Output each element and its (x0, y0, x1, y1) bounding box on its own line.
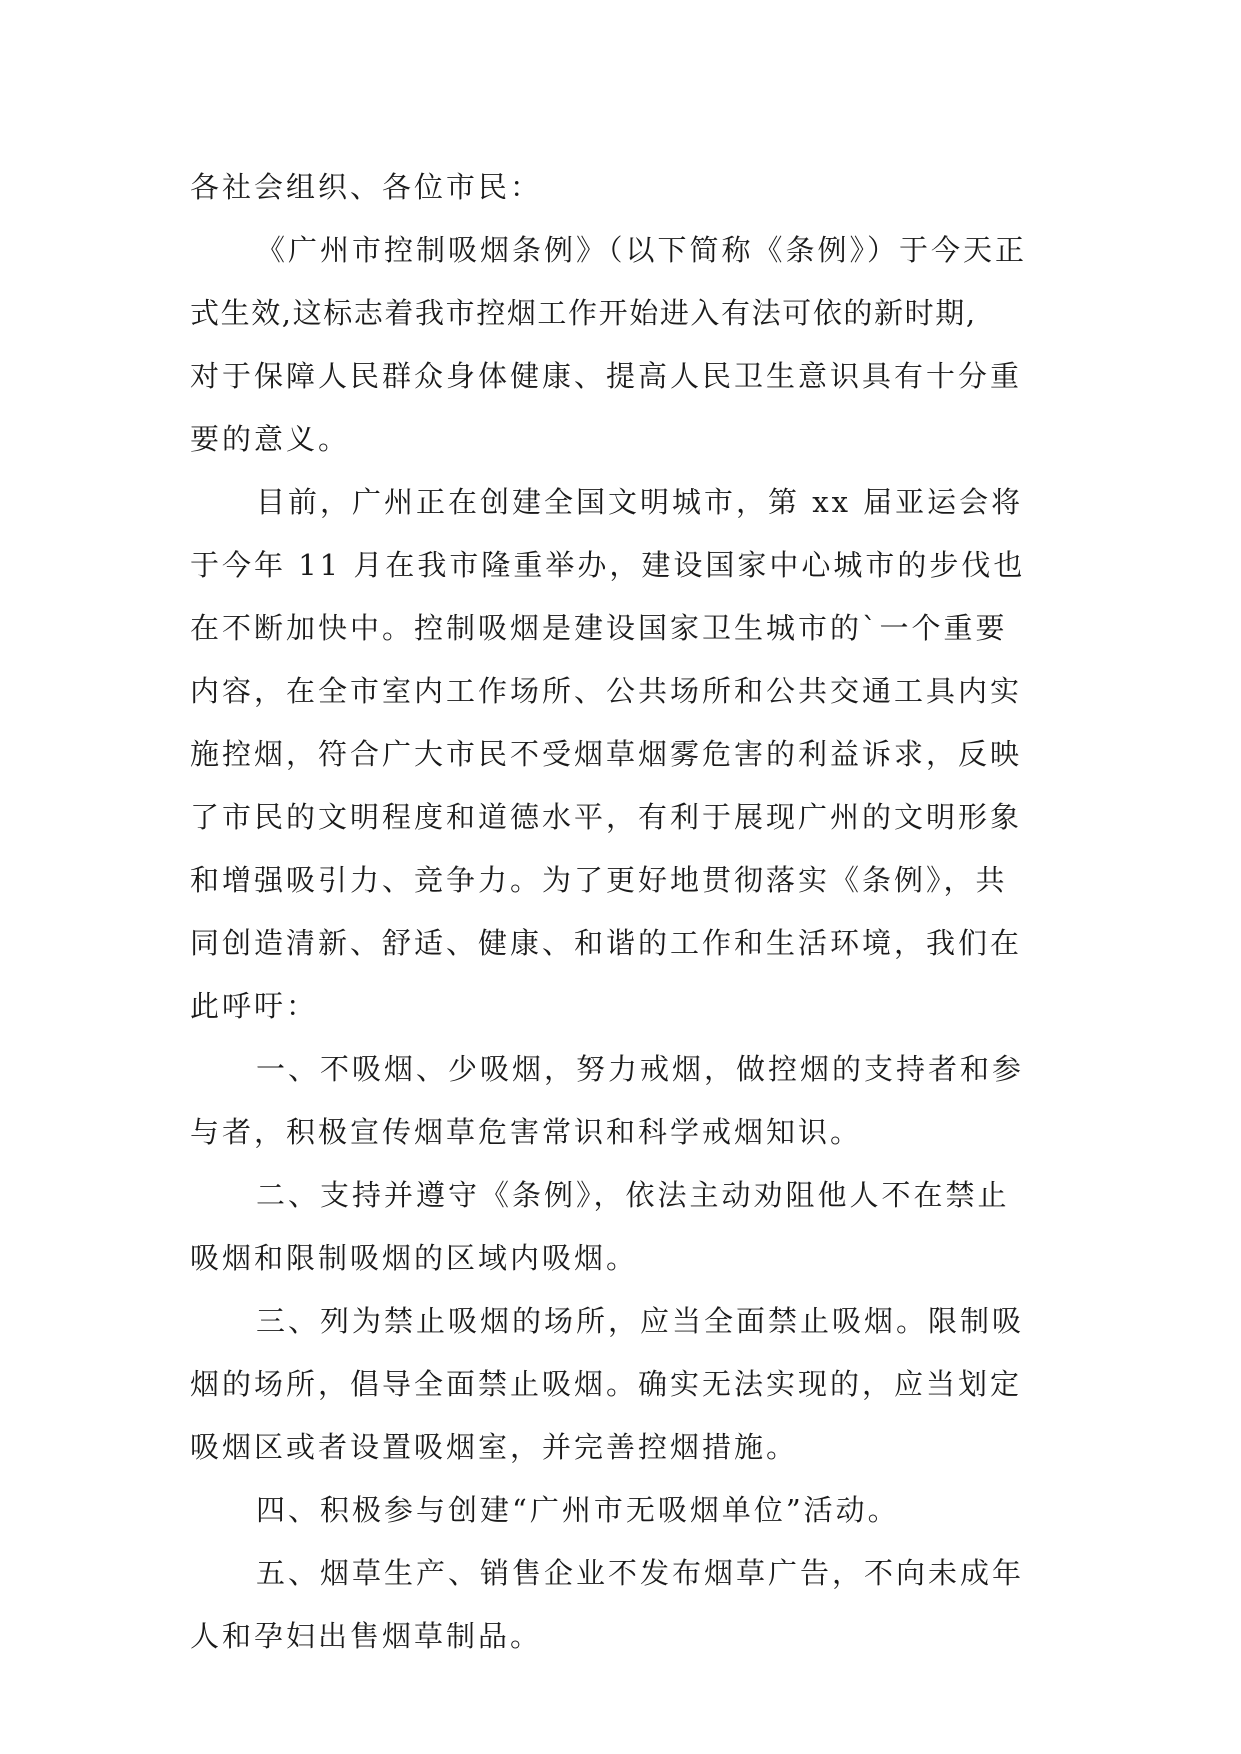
paragraph-2-line-5: 施控烟，符合广大市民不受烟草烟雾危害的利益诉求，反映 (190, 737, 1023, 771)
paragraph-1-line-4: 要的意义。 (190, 422, 351, 456)
paragraph-1-line-1: 《广州市控制吸烟条例》（以下简称《条例》）于今天正 (256, 233, 1028, 267)
item-4-line-1: 四、积极参与创建“广州市无吸烟单位”活动。 (256, 1493, 900, 1527)
paragraph-2-line-4: 内容，在全市室内工作场所、公共场所和公共交通工具内实 (190, 674, 1023, 708)
paragraph-2-line-7: 和增强吸引力、竞争力。为了更好地贯彻落实《条例》，共 (190, 863, 1008, 897)
paragraph-1-line-3: 对于保障人民群众身体健康、提高人民卫生意识具有十分重 (190, 359, 1023, 393)
document-body (190, 156, 1050, 1668)
item-5-line-2: 人和孕妇出售烟草制品。 (190, 1619, 543, 1653)
item-5-line-1: 五、烟草生产、销售企业不发布烟草广告，不向未成年 (256, 1556, 1025, 1590)
item-1-line-1: 一、不吸烟、少吸烟，努力戒烟，做控烟的支持者和参 (256, 1052, 1025, 1086)
item-1-line-2: 与者，积极宣传烟草危害常识和科学戒烟知识。 (190, 1115, 863, 1149)
paragraph-2-line-8: 同创造清新、舒适、健康、和谐的工作和生活环境，我们在 (190, 926, 1023, 960)
paragraph-1-line-2: 式生效,这标志着我市控烟工作开始进入有法可依的新时期, (190, 296, 977, 330)
paragraph-2-line-6: 了市民的文明程度和道德水平，有利于展现广州的文明形象 (190, 800, 1023, 834)
salutation: 各社会组织、各位市民： (190, 170, 543, 204)
paragraph-2-line-9: 此呼吁： (190, 989, 319, 1023)
paragraph-2-line-3: 在不断加快中。控制吸烟是建设国家卫生城市的`一个重要 (190, 611, 1008, 645)
item-3-line-3: 吸烟区或者设置吸烟室，并完善控烟措施。 (190, 1430, 799, 1464)
paragraph-2-line-2: 于今年 11 月在我市隆重举办，建设国家中心城市的步伐也 (190, 548, 1026, 582)
paragraph-2-line-1: 目前，广州正在创建全国文明城市，第 xx 届亚运会将 (256, 485, 1024, 519)
item-2-line-2: 吸烟和限制吸烟的区域内吸烟。 (190, 1241, 639, 1275)
item-3-line-1: 三、列为禁止吸烟的场所，应当全面禁止吸烟。限制吸 (256, 1304, 1025, 1338)
item-2-line-1: 二、支持并遵守《条例》，依法主动劝阻他人不在禁止 (256, 1178, 1010, 1212)
item-3-line-2: 烟的场所，倡导全面禁止吸烟。确实无法实现的，应当划定 (190, 1367, 1023, 1401)
